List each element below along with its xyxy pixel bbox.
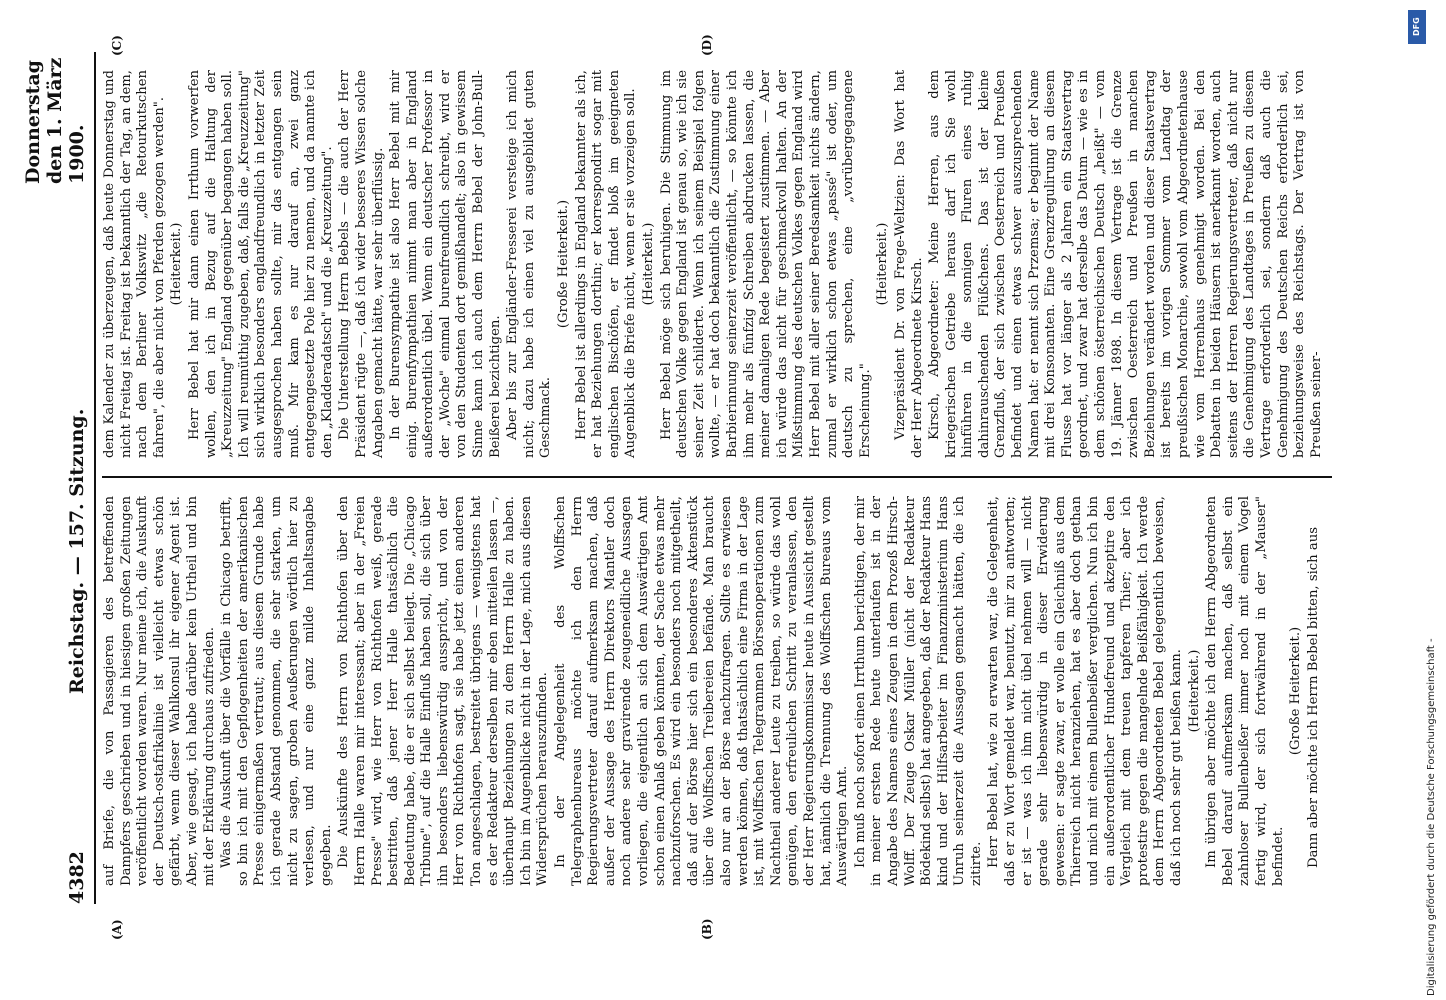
running-title-left: Reichstag. — 157. Sitzung. (66, 408, 88, 694)
paragraph: dem Kalender zu überzeugen, daß heute Donnerstag und nicht Freitag ist. Freitag ist bekanntlich der Tag, an dem, nach dem Berliner Volkswitz „die Retourkutschen fahren", die aber nicht von Pferden gezogen werden". (102, 70, 167, 458)
left-column (102, 478, 1332, 904)
page-number: 4382 (66, 851, 88, 904)
margin-label-a: (A) (110, 919, 124, 940)
paragraph: Herr Bebel hat, wie zu erwarten war, die Gelegenheit, daß er zu Wort gemeldet war, benutzt, mir zu antworten; er ist — was ich ihm nicht übel nehmen will — nicht gerade sehr liebenswürdig in dieser Erwiderung gewesen: er sagte zwar, er wolle ein Gleichniß aus dem Thierreich nicht heranziehen, hat es aber doch gethan und mich mit einem Bullenbeißer verglichen. Nun ich bin ein außerordentlicher Hundefreund und akzeptire den Vergleich mit dem treuen tapferen Thier; aber ich protestire gegen die mangelnde Beißfähigkeit. Ich werde dem Herrn Abgeordneten Bebel gelegentlich beweisen, daß ich noch sehr gut beißen kann. (986, 496, 1184, 886)
interjection: (Große Heiterkeit.) (556, 199, 572, 329)
paragraph: Kirsch, Abgeordneter: Meine Herren, aus dem kriegerischen Getriebe heraus darf ich Sie wohl hinführen in die sonnigen Fluren eines ruhig dahinrauschenden Flüßchens. Das ist der kleine Grenzfluß, der sich zwischen Oesterreich und Preußen befindet und einen etwas schwer auszusprechenden Namen hat: er nennt sich Przemsa; er beginnt der Name mit drei Konsonanten. Eine Grenzregulirung an diesem Flusse hat vor länger als 2 Jahren ein Staatsvertrag geordnet, und zwar hat derselbe das Datum — wie es in dem schönen österreichischen Deutsch „heißt" — vom 19. Jänner 1898. In diesem Vertrage ist die Grenze zwischen Oesterreich und Preußen in manchen Beziehungen verändert worden und dieser Staatsvertrag ist bereits im vorigen Sommer vom Landtag der preußischen Monarchie, sowohl vom Abgeordnetenhause wie vom Herrenhaus genehmigt worden. Bei den Debatten in beiden Häusern ist anerkannt worden, auch seitens der Herren Regierungsvertreter, daß nicht nur die Genehmigung des Landtages in Preußen zu diesem Vertrage erforderlich sei, sondern daß auch die Genehmigung des Deutschen Reichs erforderlich sei, beziehungsweise des Reichstags. Der Vertrag ist von Preußen seiner- (927, 70, 1324, 458)
paragraph: Vizepräsident Dr. von Frege-Weltzien: Das Wort hat der Herr Abgeordnete Kirsch. (892, 70, 925, 458)
paragraph: auf Briefe, die von Passagieren des betreffenden Dampfers geschrieben und in hiesigen großen Zeitungen veröffentlicht worden waren. Nur meine ich, die Auskunft der Deutsch-ostafrikalinie ist vielleicht etwas schön gefärbt, wenn dieser Wahlkonsul ihr eigener Agent ist. Aber, wie gesagt, ich habe darüber kein Urtheil und bin mit der Erklärung durchaus zufrieden. (102, 496, 217, 886)
paragraph: Herr Bebel ist allerdings in England bekannter als ich, er hat Beziehungen dorthin; er korrespondirt sogar mit englischen Bischöfen, er findet bloß im geeigneten Augenblick die Briefe nicht, wenn er sie vorzeigen soll. (573, 70, 639, 458)
dfg-logo: DFG (1408, 10, 1426, 44)
right-column (102, 52, 1332, 478)
paragraph: Herr Bebel hat mir dann einen Irrthum vorwerfen wollen, den ich in Bezug auf die Haltung der „Kreuzzeitung" England gegenüber begangen haben soll. Ich will reumüthig zugeben, daß, falls die „Kreuzzeitung" sich wirklich besonders englandfreundlich in letzter Zeit ausgesprochen haben sollte, mir das entgangen sein muß. Mir kam es nur darauf an, zwei ganz entgegengesetzte Pole hier zu nennen, und da nannte ich den „Kladderadatsch" und die „Kreuzzeitung". (186, 70, 335, 458)
interjection: (Heiterkeit.) (641, 222, 656, 306)
margin-label-d: (D) (700, 34, 714, 56)
interjection: (Große Heiterkeit.) (1288, 626, 1304, 756)
margin-label-c: (C) (110, 35, 124, 56)
paragraph: Die Auskünfte des Herrn von Richthofen über den Herrn Halle waren mir interessant; aber in der „Freien Presse" wird, wie Herr von Richthofen weiß, gerade bestritten, daß jener Herr Halle thatsächlich die Bedeutung habe, die er sich selbst beilegt. Die „Chicago Tribune", auf die Halle Einfluß haben soll, die sich über ihn besonders liebenswürdig ausspricht, und von der Herr von Richthofen sagt, sie habe jetzt einen anderen Ton angeschlagen, bestreitet übrigens — wenigstens hat es der Redakteur derselben mir eben mitteilen lassen —, überhaupt Beziehungen zu dem Herrn Halle zu haben. Ich bin im Augenblicke nicht in der Lage, mich aus diesen Widersprüchen herauszufinden. (336, 496, 551, 886)
paragraph: In der Angelegenheit des Wolffschen Telegraphenbureaus möchte ich den Herrn Regierungsvertreter darauf aufmerksam machen, daß außer der Aussage des Herrn Direktors Mantler doch noch andere sehr gravirende zeugeneidliche Aussagen vorliegen, die eigentlich an sich dem Auswärtigen Amt schon einen Anlaß geben könnten, der Sache etwas mehr nachzuforschen. Es wird ein besonders noch mitgetheilt, daß auf der Börse hier sich ein besonderes Aktenstück über die Wolffschen Treibereien befände. Man braucht also nur an der Börse nachzufragen. Sollte es erwiesen werden können, daß thatsächlich eine Firma in der Lage ist, mit Wolffschen Telegrammen Börsenoperationen zum Nachtheil anderer Leute zu treiben, so würde das wohl genügen, den erfreulichen Schritt zu veranlassen, den der Herr Regierungskommissar heute in Aussicht gestellt hat, nämlich die Trennung des Wolffschen Bureaus vom Auswärtigen Amt. (553, 496, 851, 886)
paragraph: In der Burensympathie ist also Herr Bebel mit mir einig. Burenfympathien nimmt man aber in England außerordentlich übel. Wenn ein deutscher Professor in der „Woche" einmal burenfreundlich schreibt, wird er von den Studenten dort gemißhandelt; also in gewissem Sinne kann ich auch dem Herrn Bebel der John-Bull-Beißerei bezichtigen. (388, 70, 503, 458)
running-title-right: Donnerstag den 1. März 1900. (22, 57, 88, 184)
running-head (22, 52, 96, 904)
paragraph: Herr Bebel möge sich beruhigen. Die Stimmung im deutschen Volke gegen England ist genau so, wie ich sie seiner Zeit schilderte. Wenn ich seinem Beispiel folgen wollte, — er hat doch bekanntlich die Zustimmung einer Barbierinnung seinerzeit veröffentlicht, — so könnte ich ihm mehr als fünfzig Schreiben abdrucken lassen, die meiner damaligen Rede begeistert zustimmen. — Aber ich würde das nicht für geschmackvoll halten. An der Mißstimmung des deutschen Volkes gegen England wird Herr Bebel mit aller seiner Beredsamkeit nichts ändern, zumal er wirklich schon etwas „passé" ist oder, um deutsch zu sprechen, eine „vorübergegangene Erscheinung." (658, 70, 873, 458)
text-columns (102, 52, 1332, 904)
interjection: (Heiterkeit.) (1186, 649, 1202, 733)
paragraph: Was die Auskunft über die Vorfälle in Chicago betrifft, so bin ich mit den Gepflogenheiten der amerikanischen Presse einigermaßen vertraut; aus diesem Grunde habe ich gerade Abstand genommen, die sehr starken, um nicht zu sagen, groben Aeußerungen wörtlich hier zu verlesen, und nur eine ganz milde Inhaltsangabe gegeben. (219, 496, 334, 886)
paragraph: Aber bis zur Engländer-Fresserei versteige ich mich nicht; dazu habe ich einen viel zu ausgebildet guten Geschmack. (505, 70, 554, 458)
digitization-sidebar (1404, 6, 1437, 996)
interjection: (Heiterkeit.) (169, 222, 185, 306)
paragraph: Dann aber möchte ich Herrn Bebel bitten, sich aus (1305, 527, 1321, 868)
paragraph: Die Unterstellung Herrn Bebels — die auch der Herr Präsident rügte —, daß ich wider besseres Wissen solche Angaben gemacht hätte, war sehr überflüssig. (337, 70, 386, 458)
digitization-note: Digitalisierung gefördert durch die Deutsche Forschungsgemeinschaft - (1426, 638, 1437, 996)
interjection: (Heiterkeit.) (875, 222, 891, 306)
paragraph: Ich muß noch sofort einen Irrthum berichtigen, der mir in meiner ersten Rede heute unterlaufen ist in der Angabe des Namens eines Zeugen in dem Prozeß Hirsch-Wolff. Der Zeuge Oskar Müller (nicht der Redakteur Bödekind selbst) hat angegeben, daß der Redakteur Hans kind und der Hilfsarbeiter im Finanzministerium Hans Unruh seinerzeit die Aussagen gemacht hätten, die ich zitirte. (852, 496, 984, 886)
margin-label-b: (B) (700, 918, 714, 940)
paragraph: Im übrigen aber möchte ich den Herrn Abgeordneten Bebel darauf aufmerksam machen, daß selbst ein zahnloser Bullenbeißer immer noch mit einem Vogel fertig wird, der sich fortwährend in der „Mauser" befindet. (1204, 496, 1286, 886)
